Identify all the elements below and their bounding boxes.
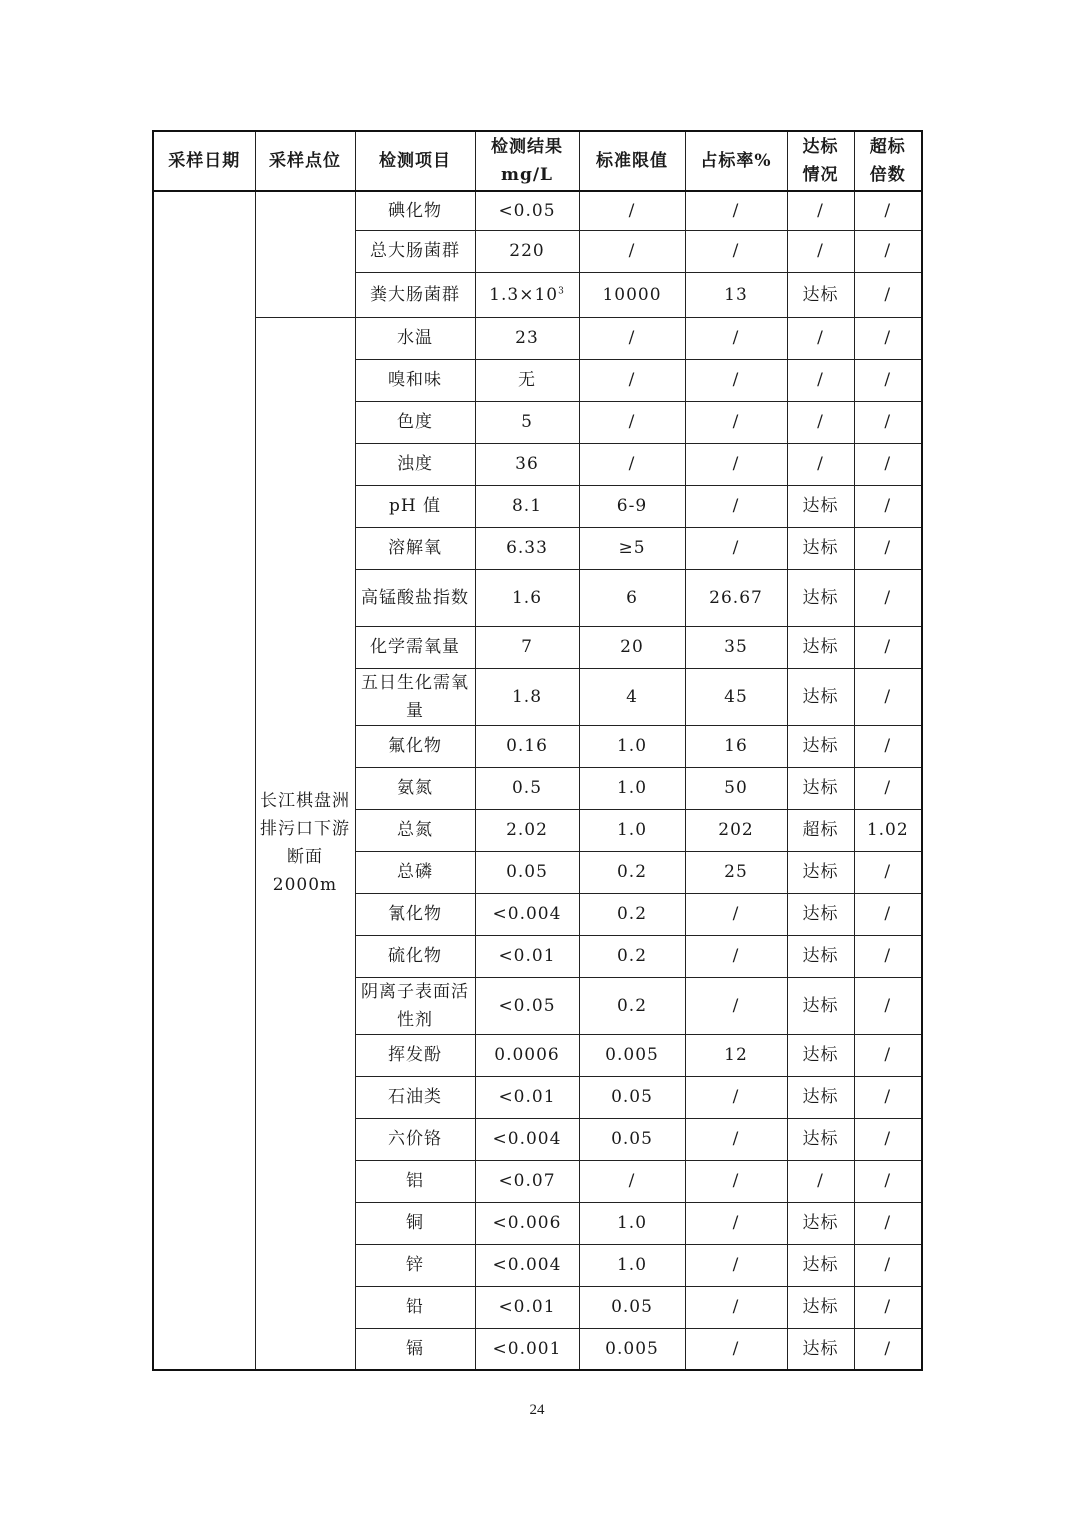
cell-result: 8.1 [475, 485, 579, 527]
cell-ratio: 25 [685, 851, 787, 893]
cell-ratio: 35 [685, 626, 787, 668]
header-status [787, 131, 854, 191]
cell-status: / [787, 359, 854, 401]
cell-result: 23 [475, 317, 579, 359]
cell-exceed: / [854, 851, 922, 893]
cell-limit: / [579, 401, 685, 443]
header-exceed-line1: 超标 [869, 137, 906, 157]
cell-ratio: / [685, 1328, 787, 1370]
cell-result: <0.05 [475, 191, 579, 230]
cell-limit: 1.0 [579, 1244, 685, 1286]
cell-test-item: 总磷 [355, 851, 475, 893]
cell-exceed: / [854, 1244, 922, 1286]
cell-exceed: / [854, 1034, 922, 1076]
header-ratio: 占标率% [685, 131, 787, 191]
cell-test-item: 镉 [355, 1328, 475, 1370]
cell-ratio: / [685, 317, 787, 359]
cell-result: 1.8 [475, 668, 579, 725]
header-exceed-line2: 倍数 [869, 165, 906, 185]
cell-ratio: / [685, 935, 787, 977]
cell-result: 0.16 [475, 725, 579, 767]
cell-status: 达标 [787, 1286, 854, 1328]
cell-exceed: / [854, 1160, 922, 1202]
cell-status: 达标 [787, 1202, 854, 1244]
cell-ratio: / [685, 443, 787, 485]
cell-limit: 0.005 [579, 1328, 685, 1370]
cell-exceed: / [854, 359, 922, 401]
cell-status: 超标 [787, 809, 854, 851]
cell-status: 达标 [787, 569, 854, 626]
table-row [153, 317, 922, 359]
cell-test-item: 氨氮 [355, 767, 475, 809]
cell-test-item: 浊度 [355, 443, 475, 485]
cell-test-item: 溶解氧 [355, 527, 475, 569]
cell-limit: 0.2 [579, 977, 685, 1034]
cell-ratio: / [685, 977, 787, 1034]
cell-test-item: 铜 [355, 1202, 475, 1244]
cell-exceed: / [854, 230, 922, 272]
cell-exceed: / [854, 893, 922, 935]
cell-ratio: / [685, 359, 787, 401]
header-sampling-date: 采样日期 [153, 131, 255, 191]
cell-result: <0.004 [475, 1244, 579, 1286]
cell-test-item: 化学需氧量 [355, 626, 475, 668]
cell-status: 达标 [787, 272, 854, 317]
cell-limit: 0.05 [579, 1286, 685, 1328]
cell-limit: 10000 [579, 272, 685, 317]
cell-exceed: / [854, 527, 922, 569]
cell-test-item: 色度 [355, 401, 475, 443]
cell-ratio: 26.67 [685, 569, 787, 626]
cell-ratio: 16 [685, 725, 787, 767]
cell-limit: ≥5 [579, 527, 685, 569]
cell-limit: 0.005 [579, 1034, 685, 1076]
cell-ratio: / [685, 1076, 787, 1118]
cell-status: 达标 [787, 767, 854, 809]
cell-status: 达标 [787, 1328, 854, 1370]
cell-test-item: 嗅和味 [355, 359, 475, 401]
header-result [475, 131, 579, 191]
cell-result [475, 272, 579, 317]
cell-exceed: / [854, 1202, 922, 1244]
cell-status: / [787, 230, 854, 272]
cell-ratio: / [685, 485, 787, 527]
cell-result: <0.006 [475, 1202, 579, 1244]
cell-limit: / [579, 191, 685, 230]
cell-result: 36 [475, 443, 579, 485]
cell-result: 2.02 [475, 809, 579, 851]
cell-exceed: / [854, 725, 922, 767]
cell-result: <0.01 [475, 935, 579, 977]
cell-status: 达标 [787, 485, 854, 527]
page-number: 24 [529, 1402, 545, 1418]
cell-limit: / [579, 443, 685, 485]
cell-exceed: / [854, 767, 922, 809]
cell-limit: 1.0 [579, 1202, 685, 1244]
cell-status: 达标 [787, 893, 854, 935]
cell-status: 达标 [787, 1034, 854, 1076]
cell-limit: 0.2 [579, 935, 685, 977]
cell-limit: 1.0 [579, 767, 685, 809]
header-limit: 标准限值 [579, 131, 685, 191]
header-result-unit: mg/L [500, 165, 554, 185]
cell-status: / [787, 401, 854, 443]
cell-status: 达标 [787, 935, 854, 977]
cell-status: / [787, 317, 854, 359]
cell-limit: 4 [579, 668, 685, 725]
cell-status: 达标 [787, 527, 854, 569]
cell-status: 达标 [787, 1244, 854, 1286]
cell-ratio: 50 [685, 767, 787, 809]
cell-ratio: 45 [685, 668, 787, 725]
header-test-item: 检测项目 [355, 131, 475, 191]
cell-exceed: / [854, 626, 922, 668]
cell-limit: 0.2 [579, 851, 685, 893]
cell-result: <0.004 [475, 1118, 579, 1160]
cell-limit: / [579, 317, 685, 359]
cell-limit: 0.2 [579, 893, 685, 935]
cell-test-item: 粪大肠菌群 [355, 272, 475, 317]
cell-ratio: 12 [685, 1034, 787, 1076]
cell-test-item: 氰化物 [355, 893, 475, 935]
cell-exceed: / [854, 191, 922, 230]
cell-ratio: / [685, 893, 787, 935]
cell-status: / [787, 443, 854, 485]
cell-exceed: / [854, 977, 922, 1034]
cell-ratio: / [685, 1118, 787, 1160]
cell-status: 达标 [787, 668, 854, 725]
cell-exceed: / [854, 668, 922, 725]
cell-result: <0.05 [475, 977, 579, 1034]
cell-result: 0.5 [475, 767, 579, 809]
header-exceed [854, 131, 922, 191]
cell-status: 达标 [787, 626, 854, 668]
cell-status: 达标 [787, 1076, 854, 1118]
cell-exceed: / [854, 1286, 922, 1328]
cell-result: 1.6 [475, 569, 579, 626]
cell-ratio: / [685, 401, 787, 443]
header-result-label: 检测结果 [491, 137, 563, 157]
cell-status: / [787, 1160, 854, 1202]
cell-test-item: 锌 [355, 1244, 475, 1286]
cell-status: 达标 [787, 725, 854, 767]
cell-result: <0.004 [475, 893, 579, 935]
cell-result: <0.001 [475, 1328, 579, 1370]
monitoring-results-table [152, 130, 923, 1371]
cell-result: 5 [475, 401, 579, 443]
cell-test-item: 石油类 [355, 1076, 475, 1118]
cell-exceed: / [854, 569, 922, 626]
cell-ratio: 13 [685, 272, 787, 317]
table-row [153, 191, 922, 230]
cell-test-item: 氟化物 [355, 725, 475, 767]
cell-test-item: 五日生化需氧量 [355, 668, 475, 725]
cell-exceed: / [854, 1118, 922, 1160]
cell-exceed: / [854, 272, 922, 317]
cell-ratio: 202 [685, 809, 787, 851]
cell-ratio: / [685, 1286, 787, 1328]
cell-limit: 6-9 [579, 485, 685, 527]
cell-ratio: / [685, 1160, 787, 1202]
sampling-date-cell [153, 191, 255, 1370]
result-exponent: 3 [558, 285, 565, 296]
cell-result: 0.05 [475, 851, 579, 893]
cell-status: 达标 [787, 977, 854, 1034]
cell-test-item: 六价铬 [355, 1118, 475, 1160]
cell-test-item: 总大肠菌群 [355, 230, 475, 272]
cell-result: <0.07 [475, 1160, 579, 1202]
cell-limit: / [579, 230, 685, 272]
cell-test-item: 铅 [355, 1286, 475, 1328]
cell-test-item: 挥发酚 [355, 1034, 475, 1076]
cell-exceed: / [854, 443, 922, 485]
cell-exceed: / [854, 1328, 922, 1370]
result-value: 1.3×10 [489, 284, 559, 305]
header-row [153, 131, 922, 191]
cell-test-item: 总氮 [355, 809, 475, 851]
cell-limit: 0.05 [579, 1076, 685, 1118]
sampling-site-cell-empty [255, 191, 355, 317]
cell-limit: 6 [579, 569, 685, 626]
cell-result: 220 [475, 230, 579, 272]
cell-exceed: / [854, 1076, 922, 1118]
cell-ratio: / [685, 191, 787, 230]
cell-limit: 1.0 [579, 809, 685, 851]
cell-exceed: 1.02 [854, 809, 922, 851]
cell-test-item: 铝 [355, 1160, 475, 1202]
cell-ratio: / [685, 527, 787, 569]
cell-test-item: 碘化物 [355, 191, 475, 230]
cell-exceed: / [854, 401, 922, 443]
header-status-line1: 达标 [802, 137, 839, 157]
cell-result: 6.33 [475, 527, 579, 569]
cell-result: 7 [475, 626, 579, 668]
cell-exceed: / [854, 935, 922, 977]
cell-status: 达标 [787, 1118, 854, 1160]
cell-result: <0.01 [475, 1286, 579, 1328]
cell-ratio: / [685, 1244, 787, 1286]
cell-test-item: 硫化物 [355, 935, 475, 977]
cell-result: <0.01 [475, 1076, 579, 1118]
header-sampling-site: 采样点位 [255, 131, 355, 191]
cell-limit: / [579, 359, 685, 401]
sampling-site-cell: 长江棋盘洲排污口下游断面2000m [255, 317, 355, 1370]
cell-test-item: 阴离子表面活性剂 [355, 977, 475, 1034]
cell-limit: 1.0 [579, 725, 685, 767]
cell-test-item: 水温 [355, 317, 475, 359]
cell-ratio: / [685, 1202, 787, 1244]
cell-result: 无 [475, 359, 579, 401]
header-status-line2: 情况 [802, 165, 839, 185]
cell-status: / [787, 191, 854, 230]
cell-exceed: / [854, 485, 922, 527]
cell-test-item: 高锰酸盐指数 [355, 569, 475, 626]
cell-limit: / [579, 1160, 685, 1202]
cell-result: 0.0006 [475, 1034, 579, 1076]
cell-test-item: pH 值 [355, 485, 475, 527]
cell-status: 达标 [787, 851, 854, 893]
cell-limit: 20 [579, 626, 685, 668]
cell-limit: 0.05 [579, 1118, 685, 1160]
cell-exceed: / [854, 317, 922, 359]
cell-ratio: / [685, 230, 787, 272]
